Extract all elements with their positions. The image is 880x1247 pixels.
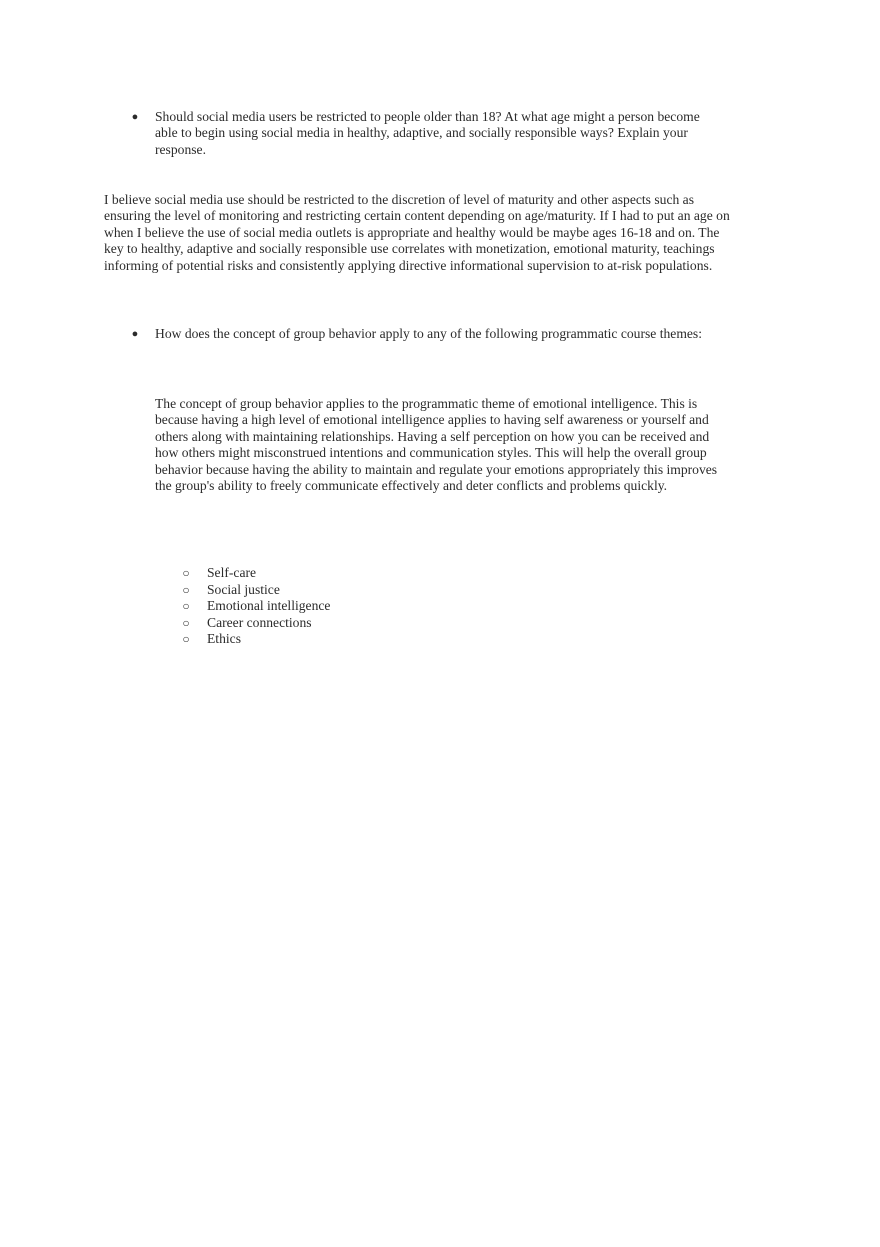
- list-item: [182, 598, 331, 615]
- circle-bullet-icon: ○: [182, 599, 190, 614]
- theme-label: Career connections: [207, 614, 312, 630]
- question-2-text: How does the concept of group behavior apply to any of the following programmatic course themes:: [155, 326, 702, 341]
- theme-label: Social justice: [207, 581, 280, 597]
- list-item: [182, 581, 330, 599]
- theme-label: Ethics: [207, 631, 241, 647]
- question-1-text: Should social media users be restricted to people older than 18? At what age might a person become able to begin using social media in healthy, adaptive, and socially responsible ways? Explain your response.: [155, 109, 700, 157]
- list-item: [182, 565, 330, 582]
- themes-list: [182, 565, 331, 648]
- circle-bullet-icon: ○: [182, 615, 190, 630]
- circle-bullet-icon: ○: [182, 566, 190, 580]
- list-item: [182, 631, 330, 648]
- circle-bullet-icon: ○: [182, 632, 190, 647]
- circle-bullet-icon: ○: [182, 582, 190, 597]
- question-2: [131, 326, 715, 342]
- question-1: [131, 109, 715, 158]
- answer-1: I believe social media use should be restricted to the discretion of level of maturity and other aspects such as ensuring the level of monitoring and restricting certain content depending on age/maturity. If I had to put an age on when I believe the use of social media outlets is appropriate and healthy would be maybe ages 16-18 and on. The key to healthy, adaptive and socially responsible use correlates with monetization, emotional maturity, teachings informing of potential risks and consistently applying directive informational supervision to at-risk populations.: [104, 192, 730, 273]
- theme-label: Emotional intelligence: [207, 598, 331, 614]
- bullet-icon: ●: [131, 328, 139, 340]
- list-item: [182, 614, 330, 632]
- answer-2: The concept of group behavior applies to the programmatic theme of emotional intelligence. This is because having a high level of emotional intelligence applies to having self awareness or yourself and others along with maintaining relationships. Having a self perception on how you can be received and how others might misconstrued intentions and communication styles. This will help the overall group behavior because having the ability to maintain and regulate your emotions appropriately this improves the group's ability to freely communicate effectively and deter conflicts and problems quickly.: [155, 396, 718, 494]
- bullet-icon: ●: [131, 111, 139, 123]
- theme-label: Self-care: [207, 565, 257, 580]
